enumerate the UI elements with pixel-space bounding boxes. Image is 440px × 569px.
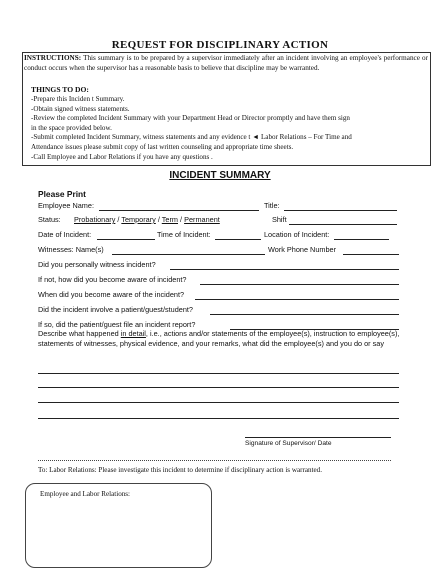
- witnesses-field[interactable]: [112, 254, 265, 255]
- describe-instructions: [38, 329, 400, 348]
- location-of-incident-field[interactable]: [334, 239, 389, 240]
- instructions-label: INSTRUCTIONS:: [24, 54, 82, 62]
- todo-item: -Obtain signed witness statements.: [31, 104, 130, 113]
- employee-name-label: Employee Name:: [38, 201, 94, 210]
- work-phone-label: Work Phone Number: [268, 245, 336, 254]
- form-title: REQUEST FOR DISCIPLINARY ACTION: [111, 39, 329, 51]
- labor-relations-request: To: Labor Relations: Please investigate this incident to determine if disciplinary action is warranted.: [38, 466, 322, 474]
- witness-question: Did you personally witness incident?: [38, 260, 156, 269]
- how-aware-question: If not, how did you become aware of incident?: [38, 275, 187, 284]
- todo-item: Attendance issues please submit copy of last written counseling and appropriate time sheets.: [31, 143, 294, 151]
- status-option-temporary[interactable]: Temporary: [121, 215, 156, 224]
- date-of-incident-label: Date of Incident:: [38, 230, 92, 239]
- status-separator: /: [117, 215, 120, 224]
- employee-name-field[interactable]: [99, 210, 259, 211]
- dotted-divider: [38, 460, 391, 461]
- involve-answer-field[interactable]: [210, 314, 399, 315]
- location-of-incident-label: Location of Incident:: [264, 230, 330, 239]
- things-to-do-heading: THINGS TO DO:: [31, 85, 89, 94]
- todo-item: -Review the completed Incident Summary with your Department Head or Director promptly and have them sign: [31, 114, 350, 123]
- title-label: Title:: [264, 201, 280, 210]
- status-separator: /: [180, 215, 183, 224]
- description-line[interactable]: [38, 387, 399, 388]
- describe-text-start: Describe what happened: [38, 329, 121, 338]
- when-aware-answer-field[interactable]: [195, 299, 399, 300]
- description-line[interactable]: [38, 373, 399, 374]
- todo-item: in the space provided below.: [31, 123, 112, 132]
- todo-item: -Prepare this Inciden t Summary.: [31, 95, 125, 103]
- section-title: INCIDENT SUMMARY: [169, 170, 271, 181]
- please-print-label: Please Print: [38, 189, 86, 199]
- title-field[interactable]: [284, 210, 397, 211]
- when-aware-question: When did you become aware of the incident?: [38, 290, 185, 299]
- describe-in-detail: in detail: [120, 329, 146, 338]
- supervisor-signature-label: Signature of Supervisor/ Date: [245, 440, 332, 447]
- how-aware-answer-field[interactable]: [200, 284, 399, 285]
- shift-field[interactable]: [289, 224, 397, 225]
- todo-item: -Call Employee and Labor Relations if you have any questions .: [31, 152, 213, 161]
- status-option-permanent[interactable]: Permanent: [184, 215, 220, 224]
- report-question: If so, did the patient/guest file an incident report?: [38, 320, 196, 329]
- status-option-probationary[interactable]: Probationary: [74, 215, 116, 224]
- date-of-incident-field[interactable]: [97, 239, 155, 240]
- time-of-incident-label: Time of Incident:: [157, 230, 211, 239]
- witness-answer-field[interactable]: [170, 269, 399, 270]
- description-line[interactable]: [38, 402, 399, 403]
- work-phone-field[interactable]: [343, 254, 399, 255]
- instructions-text: This summary is to be prepared by a supervisor immediately after an incident involving an employee's performance or conduct occurs when the supervisor has a reasonable basis to believe that discipline may be warranted.: [24, 54, 428, 72]
- status-label: Status:: [38, 215, 61, 224]
- status-separator: /: [157, 215, 160, 224]
- employee-labor-relations-label: Employee and Labor Relations:: [40, 490, 131, 498]
- witnesses-label: Witnesses: Name(s): [38, 245, 104, 254]
- instructions-paragraph: [24, 53, 428, 73]
- description-line[interactable]: [38, 418, 399, 419]
- todo-item: -Submit completed Incident Summary, witness statements and any evidence t ◄ Labor Relations – For Time and: [31, 133, 352, 142]
- supervisor-signature-field[interactable]: [245, 437, 391, 438]
- time-of-incident-field[interactable]: [215, 239, 261, 240]
- shift-label: Shift: [272, 215, 287, 224]
- status-option-term[interactable]: Term: [161, 215, 178, 224]
- describe-text-end: , i.e., actions and/or statements of the employee(s), instruction to employee(s), statements of witnesses, physical evidence, and your remarks, what did the employee(s) and you do or say: [38, 329, 400, 348]
- status-options: [74, 215, 220, 224]
- involve-question: Did the incident involve a patient/guest/student?: [38, 305, 193, 314]
